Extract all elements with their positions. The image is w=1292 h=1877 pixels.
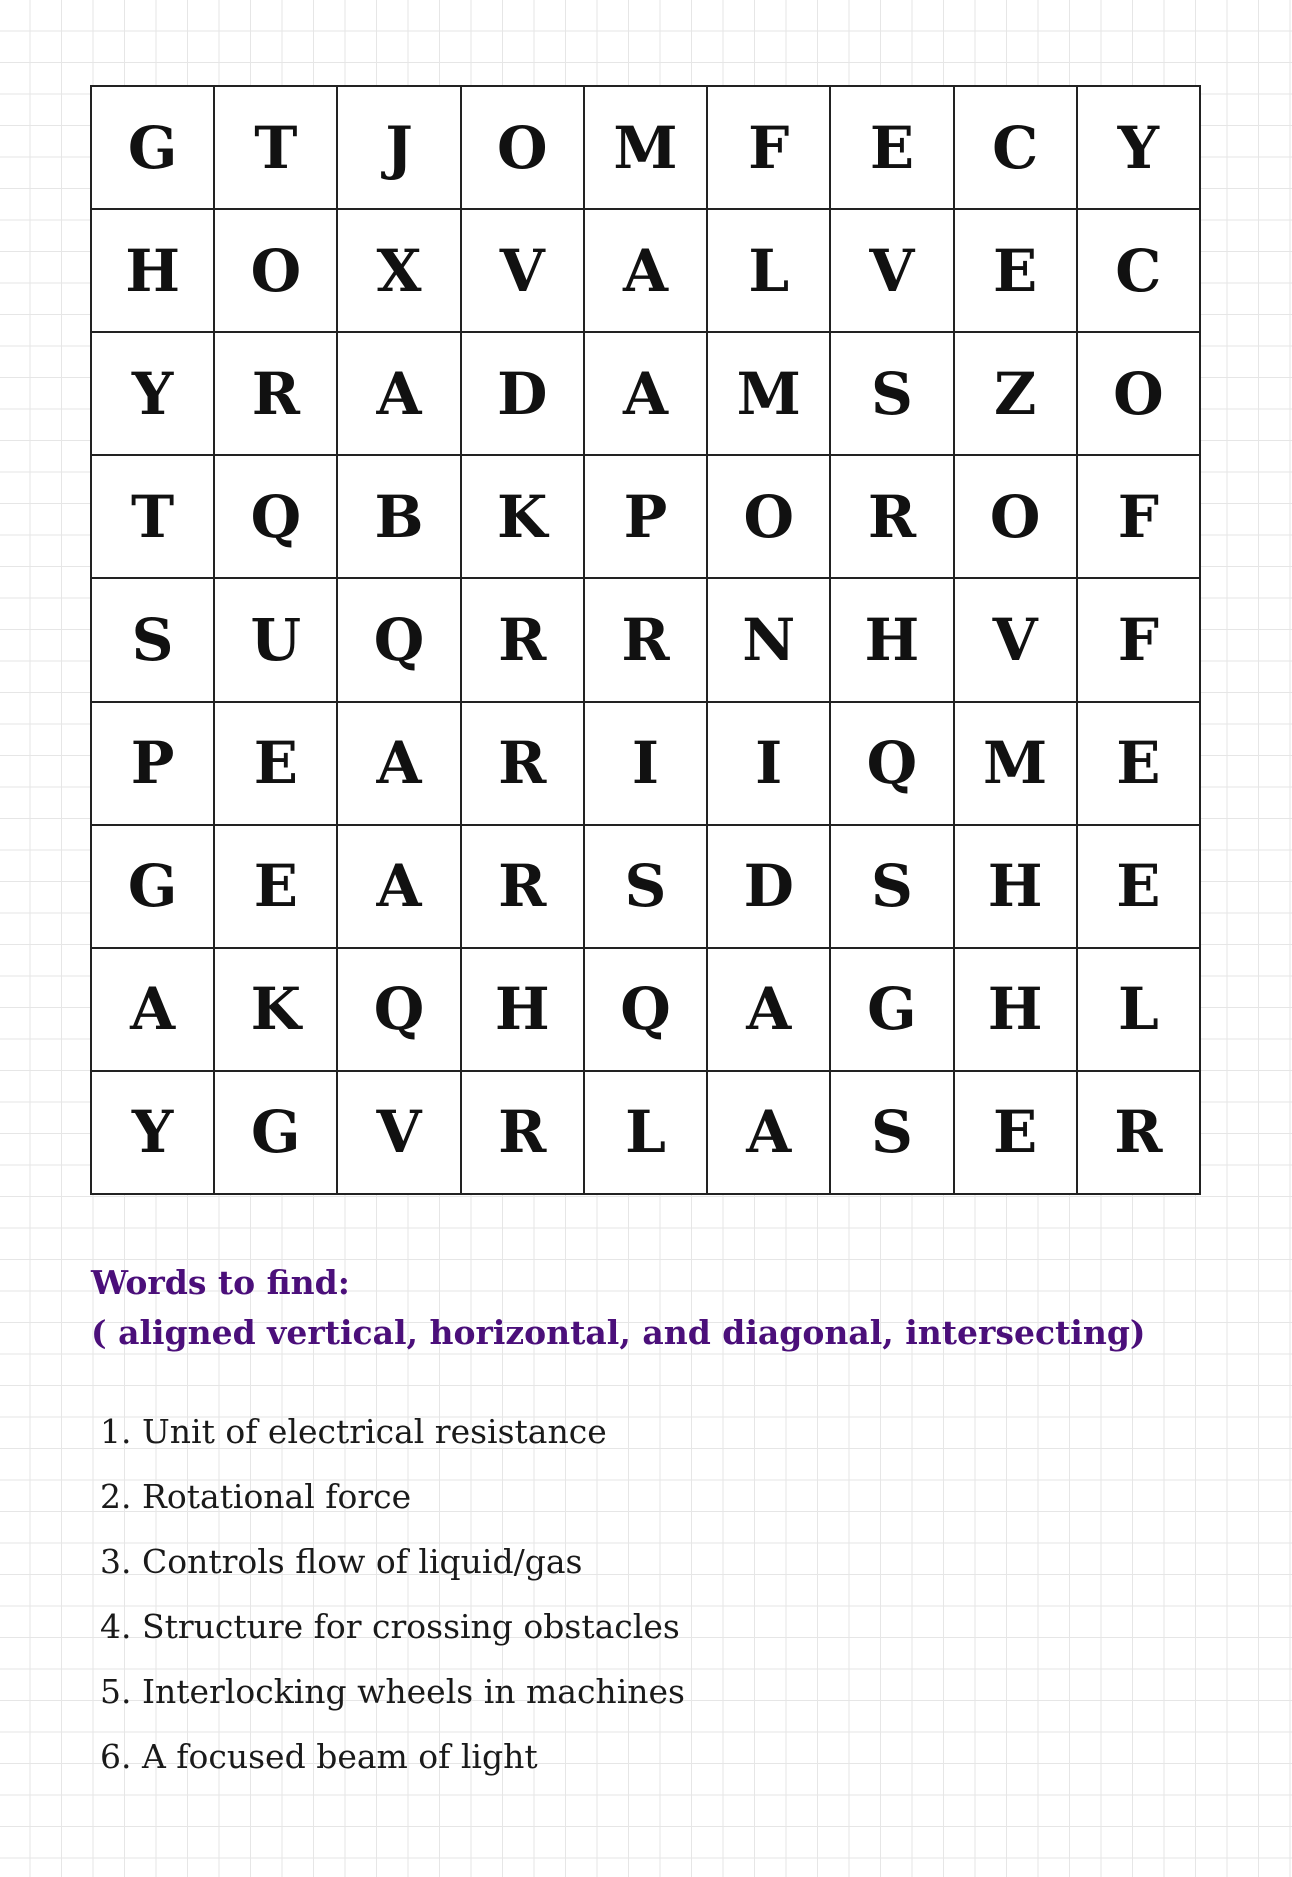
grid-cell[interactable]: Q: [215, 456, 338, 579]
grid-cell[interactable]: L: [1078, 949, 1201, 1072]
grid-cell[interactable]: Q: [338, 579, 461, 702]
grid-cell[interactable]: C: [955, 87, 1078, 210]
grid-cell[interactable]: R: [462, 1072, 585, 1195]
clue-item: 3. Controls flow of liquid/gas: [100, 1542, 583, 1581]
grid-cell[interactable]: E: [1078, 826, 1201, 949]
grid-cell[interactable]: A: [338, 826, 461, 949]
grid-cell[interactable]: C: [1078, 210, 1201, 333]
grid-cell[interactable]: D: [708, 826, 831, 949]
grid-cell[interactable]: G: [92, 826, 215, 949]
clue-item: 5. Interlocking wheels in machines: [100, 1672, 685, 1711]
grid-cell[interactable]: T: [92, 456, 215, 579]
grid-cell[interactable]: V: [462, 210, 585, 333]
grid-cell[interactable]: O: [462, 87, 585, 210]
grid-cell[interactable]: Q: [831, 703, 954, 826]
grid-cell[interactable]: R: [462, 703, 585, 826]
grid-cell[interactable]: E: [955, 210, 1078, 333]
letter-grid: [90, 85, 1201, 1195]
grid-cell[interactable]: O: [215, 210, 338, 333]
grid-cell[interactable]: B: [338, 456, 461, 579]
grid-cell[interactable]: Y: [92, 1072, 215, 1195]
grid-cell[interactable]: R: [215, 333, 338, 456]
words-heading-title: Words to find:: [91, 1263, 350, 1302]
words-heading-instructions: ( aligned vertical, horizontal, and diagonal, intersecting): [91, 1312, 1146, 1352]
grid-cell[interactable]: R: [1078, 1072, 1201, 1195]
grid-cell[interactable]: Q: [338, 949, 461, 1072]
grid-cell[interactable]: A: [585, 210, 708, 333]
grid-cell[interactable]: O: [955, 456, 1078, 579]
clue-list: [100, 1405, 685, 1795]
grid-cell[interactable]: U: [215, 579, 338, 702]
grid-cell[interactable]: Z: [955, 333, 1078, 456]
grid-cell[interactable]: R: [585, 579, 708, 702]
grid-cell[interactable]: P: [92, 703, 215, 826]
grid-cell[interactable]: R: [831, 456, 954, 579]
grid-cell[interactable]: T: [215, 87, 338, 210]
grid-cell[interactable]: S: [831, 826, 954, 949]
grid-cell[interactable]: E: [1078, 703, 1201, 826]
grid-cell[interactable]: M: [955, 703, 1078, 826]
grid-cell[interactable]: F: [708, 87, 831, 210]
grid-cell[interactable]: O: [708, 456, 831, 579]
clue-item: 2. Rotational force: [100, 1477, 412, 1516]
grid-cell[interactable]: V: [831, 210, 954, 333]
grid-cell[interactable]: L: [708, 210, 831, 333]
clue-item: 6. A focused beam of light: [100, 1737, 538, 1776]
grid-cell[interactable]: H: [92, 210, 215, 333]
grid-cell[interactable]: S: [585, 826, 708, 949]
grid-cell[interactable]: V: [955, 579, 1078, 702]
grid-cell[interactable]: G: [92, 87, 215, 210]
grid-cell[interactable]: A: [708, 1072, 831, 1195]
grid-cell[interactable]: E: [215, 703, 338, 826]
grid-cell[interactable]: F: [1078, 579, 1201, 702]
grid-cell[interactable]: S: [92, 579, 215, 702]
grid-cell[interactable]: A: [338, 333, 461, 456]
grid-cell[interactable]: G: [831, 949, 954, 1072]
grid-cell[interactable]: H: [831, 579, 954, 702]
grid-cell[interactable]: H: [462, 949, 585, 1072]
grid-cell[interactable]: V: [338, 1072, 461, 1195]
grid-cell[interactable]: A: [585, 333, 708, 456]
grid-cell[interactable]: P: [585, 456, 708, 579]
grid-cell[interactable]: H: [955, 826, 1078, 949]
grid-cell[interactable]: E: [215, 826, 338, 949]
grid-cell[interactable]: R: [462, 826, 585, 949]
clue-item: 1. Unit of electrical resistance: [100, 1412, 607, 1451]
grid-cell[interactable]: K: [462, 456, 585, 579]
grid-cell[interactable]: F: [1078, 456, 1201, 579]
grid-cell[interactable]: M: [585, 87, 708, 210]
grid-cell[interactable]: X: [338, 210, 461, 333]
grid-cell[interactable]: J: [338, 87, 461, 210]
grid-cell[interactable]: Q: [585, 949, 708, 1072]
grid-cell[interactable]: A: [92, 949, 215, 1072]
grid-cell[interactable]: D: [462, 333, 585, 456]
grid-cell[interactable]: G: [215, 1072, 338, 1195]
words-heading: [91, 1258, 1146, 1357]
grid-cell[interactable]: A: [708, 949, 831, 1072]
grid-cell[interactable]: L: [585, 1072, 708, 1195]
grid-cell[interactable]: Y: [1078, 87, 1201, 210]
grid-cell[interactable]: E: [831, 87, 954, 210]
clue-item: 4. Structure for crossing obstacles: [100, 1607, 680, 1646]
grid-cell[interactable]: I: [585, 703, 708, 826]
grid-cell[interactable]: H: [955, 949, 1078, 1072]
grid-cell[interactable]: K: [215, 949, 338, 1072]
grid-cell[interactable]: I: [708, 703, 831, 826]
grid-cell[interactable]: E: [955, 1072, 1078, 1195]
grid-cell[interactable]: M: [708, 333, 831, 456]
grid-cell[interactable]: S: [831, 333, 954, 456]
grid-cell[interactable]: A: [338, 703, 461, 826]
grid-cell[interactable]: N: [708, 579, 831, 702]
grid-cell[interactable]: Y: [92, 333, 215, 456]
grid-cell[interactable]: O: [1078, 333, 1201, 456]
grid-cell[interactable]: S: [831, 1072, 954, 1195]
grid-cell[interactable]: R: [462, 579, 585, 702]
